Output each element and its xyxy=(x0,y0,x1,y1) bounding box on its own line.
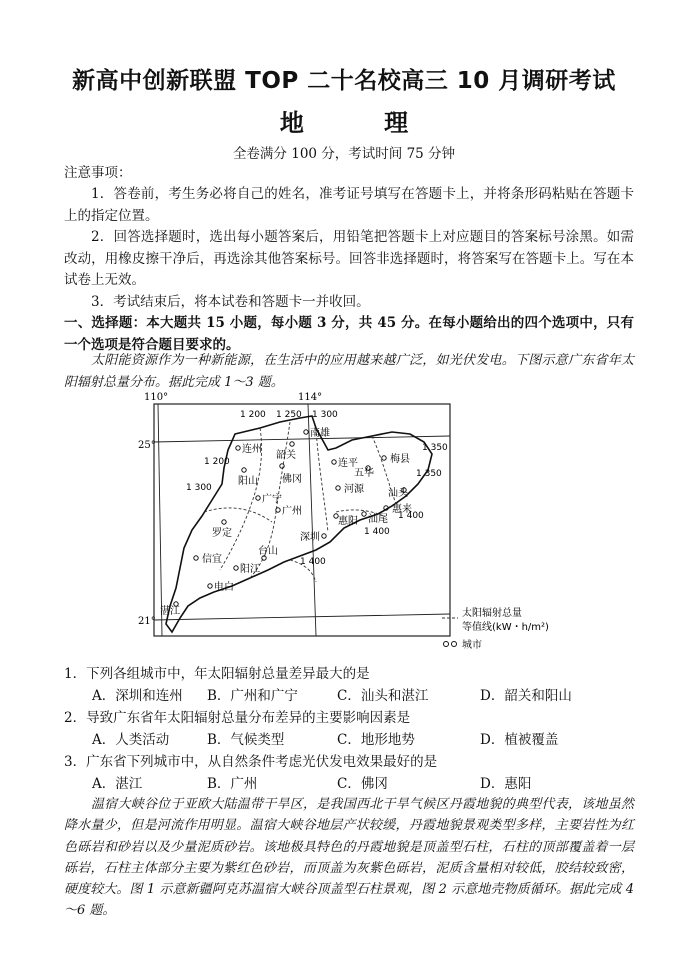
q2-option-a: A．人类活动 xyxy=(92,732,170,748)
city-dot-yangshan xyxy=(242,468,246,472)
city-dot-nanxiong xyxy=(304,430,308,434)
question-intro-1: 太阳能资源作为一种新能源，在生活中的应用越来越广泛，如光伏发电。下图示意广东省年太阳辐射总量分布。据此完成 1～3 题。 xyxy=(64,353,634,390)
lat-line-25 xyxy=(154,436,450,442)
city-label-guangning: 广宁 xyxy=(262,494,282,505)
map-svg xyxy=(140,392,560,658)
lat-label-21: 21° xyxy=(138,616,156,627)
iso-label-1250-top: 1 250 xyxy=(276,410,302,420)
city-dot-fogang xyxy=(280,464,284,468)
iso-label-1400-se: 1 400 xyxy=(364,527,390,537)
city-label-shanwei: 汕尾 xyxy=(368,514,388,525)
city-dot-lianzhou xyxy=(236,446,240,450)
notice-item-2: 2．回答选择题时，选出每小题答案后，用铅笔把答题卡上对应题目的答案标号涂黑。如需改动，用橡皮擦干净后，再选涂其他答案标号。回答非选择题时，将答案写在答题卡上。写在本试卷上无效。 xyxy=(64,229,634,288)
q3-option-c: C．佛冈 xyxy=(337,776,388,792)
guangdong-radiation-map xyxy=(140,392,560,658)
q2-option-d: D．植被覆盖 xyxy=(480,732,559,748)
city-label-lianzhou: 连州 xyxy=(242,444,262,455)
q1-option-a: A．深圳和连州 xyxy=(92,688,183,704)
full-mark-line: 全卷满分 100 分，考试时间 75 分钟 xyxy=(232,146,456,162)
city-label-fogang: 佛冈 xyxy=(282,474,302,485)
city-label-huilai: 惠来 xyxy=(392,504,412,515)
question-intro-2: 温宿大峡谷位于亚欧大陆温带干旱区，是我国西北干旱气候区丹霞地貌的典型代表，该地虽然降水量少，但是河流作用明显。温宿大峡谷地层产状较缓，丹霞地貌景观类型多样，主要岩性为红色砾岩和砂岩以及少量泥质砂岩。该地极具特色的丹霞地貌是顶盖型石柱，石柱的顶部覆盖着一层砾岩，石柱主体部分主要为紫红色砂岩，而顶盖为灰紫色砾岩，泥质含量相对较低，胶结较致密，硬度较大。图 1 示意新疆阿克苏温宿大峡谷顶盖型石柱景观，图 2 示意地壳物质循环。据此完成 4～6 题。 xyxy=(64,797,634,919)
q3-option-d: D．惠阳 xyxy=(480,776,532,792)
isoline-1300-mid xyxy=(204,508,272,522)
q1-option-c: C．汕头和湛江 xyxy=(337,688,429,704)
lon-line-110 xyxy=(158,404,162,636)
city-label-wuhua: 五华 xyxy=(354,468,374,479)
city-dot-lianping xyxy=(332,460,336,464)
city-label-yangjiang: 阳江 xyxy=(240,564,260,575)
q3-option-b: B．广州 xyxy=(207,776,258,792)
legend-city-swatch-2 xyxy=(452,642,457,647)
iso-label-1200-west: 1 200 xyxy=(204,457,230,467)
city-label-taishan: 台山 xyxy=(258,546,278,557)
section1-heading: 一、选择题：本大题共 15 小题，每小题 3 分，共 45 分。在每小题给出的四个选项中，只有一个选项是符合题目要求的。 xyxy=(64,315,634,353)
city-label-dianbai: 电白 xyxy=(214,582,234,593)
city-dot-meixian xyxy=(382,456,386,460)
city-dot-guangzhou xyxy=(276,508,280,512)
subject-title: 地 理 xyxy=(279,109,445,137)
notice-item-1: 1．答卷前，考生务必将自己的姓名，准考证号填写在答题卡上，并将条形码粘贴在答题卡上的指定位置。 xyxy=(64,186,634,224)
q2-option-b: B．气候类型 xyxy=(207,732,285,748)
city-label-guangzhou: 广州 xyxy=(282,506,302,517)
lon-label-110: 110° xyxy=(144,392,169,403)
question-3-stem: 3．广东省下列城市中，从自然条件考虑光伏发电效果最好的是 xyxy=(64,754,438,770)
notice-item-3: 3．考试结束后，将本试卷和答题卡一并收回。 xyxy=(91,294,370,310)
city-dot-dianbai xyxy=(208,584,212,588)
notice-heading: 注意事项： xyxy=(64,165,132,181)
iso-label-1300-top: 1 300 xyxy=(312,410,338,420)
q3-option-a: A．湛江 xyxy=(92,776,143,792)
city-dot-yangjiang xyxy=(234,566,238,570)
city-label-shantou: 汕头 xyxy=(388,488,408,499)
lat-label-25: 25° xyxy=(138,440,156,451)
question-1-stem: 1．下列各组城市中，年太阳辐射总量差异最大的是 xyxy=(64,666,370,682)
city-dot-shaoguan xyxy=(290,442,294,446)
city-dot-heyuan xyxy=(336,486,340,490)
legend-city-label: 城市 xyxy=(462,640,482,651)
q1-option-b: B．广州和广宁 xyxy=(207,688,298,704)
city-label-heyuan: 河源 xyxy=(344,484,364,495)
city-dot-guangning xyxy=(256,496,260,500)
city-label-luoding: 罗定 xyxy=(212,528,232,539)
city-label-xinyi: 信宜 xyxy=(202,554,222,565)
exam-title: 新高中创新联盟 TOP 二十名校高三 10 月调研考试 xyxy=(72,68,616,94)
isoline-1300-east xyxy=(316,428,328,532)
iso-label-1200-top: 1 200 xyxy=(240,410,266,420)
city-label-nanxiong: 南雄 xyxy=(310,428,330,439)
city-label-lianping: 连平 xyxy=(338,458,358,469)
city-label-shaoguan: 韶关 xyxy=(276,450,296,461)
city-label-huiyang: 惠阳 xyxy=(338,516,358,527)
question-2-stem: 2．导致广东省年太阳辐射总量分布差异的主要影响因素是 xyxy=(64,710,411,726)
province-outline xyxy=(166,416,432,632)
city-label-yangshan: 阳山 xyxy=(238,476,258,487)
legend-isoline-unit: 等值线(kW・h/m²) xyxy=(462,622,549,633)
q2-option-c: C．地形地势 xyxy=(337,732,415,748)
city-dot-shanwei xyxy=(362,512,366,516)
city-label-meixian: 梅县 xyxy=(390,454,410,465)
legend-isoline-label: 太阳辐射总量 xyxy=(462,608,522,619)
iso-label-1350-e: 1 350 xyxy=(416,469,442,479)
city-label-zhanjiang: 湛江 xyxy=(160,606,180,617)
iso-label-1300-west: 1 300 xyxy=(186,483,212,493)
iso-label-1400-s: 1 400 xyxy=(300,557,326,567)
iso-label-1350-ne: 1 350 xyxy=(422,443,448,453)
city-dot-luoding xyxy=(222,520,226,524)
city-dot-xinyi xyxy=(194,556,198,560)
city-label-shenzhen: 深圳 xyxy=(300,532,320,543)
city-dot-shenzhen xyxy=(322,534,326,538)
lon-label-114: 114° xyxy=(298,392,323,403)
lat-line-21 xyxy=(154,614,450,620)
legend-city-swatch xyxy=(444,642,449,647)
q1-option-d: D．韶关和阳山 xyxy=(480,688,572,704)
iso-label-1400-e: 1 400 xyxy=(398,511,424,521)
